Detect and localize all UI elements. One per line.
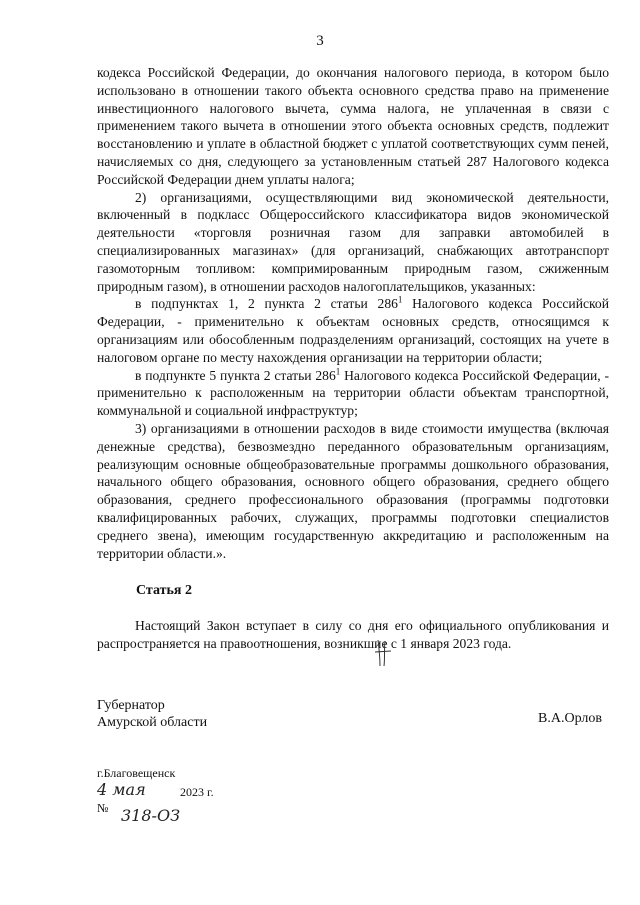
paragraph-item-2: 2) организациями, осуществляющими вид экономической деятельности, включенный в подкласс Общероссийского классификатора видов экономической деятельности «торговля розничная газом для заправки автомобилей в специализированных магазинах» (для организаций, снабжающих автотранспорт газомоторным топливом: компримированным природным газом, сжиженным природным газом), в отношении расходов налогоплательщиков, указанных: [97, 189, 609, 294]
subitem-2-text-rest: Налогового кодекса Российской Федерации, - применительно к расположенным на территории области объектам транспортной, коммунальной и социальной инфраструктур; [97, 367, 609, 419]
handwritten-date: 4 мая [97, 780, 146, 799]
governor-title-line2: Амурской области [97, 715, 208, 730]
law-text [97, 64, 609, 562]
law-number-line [97, 801, 297, 825]
signer-name: В.А.Орлов [538, 711, 602, 726]
handwritten-law-number: 318-ОЗ [121, 806, 181, 825]
paragraph-item-3: 3) организациями в отношении расходов в виде стоимости имущества (включая денежные средства), безвозмездно переданного образовательным организациям, реализующим основные общеобразовательные программы дошкольного образования, начального общего образования, основного общего образования, среднего общего образования, среднего профессионального образования (программы подготовки квалифицированных рабочих, служащих, программы подготовки специалистов среднего звена), имеющим государственную аккредитацию и расположенным на территории области.». [97, 420, 609, 561]
city: г.Благовещенск [97, 766, 176, 780]
paragraph-subitem-1 [97, 295, 609, 366]
paragraph-subitem-2 [97, 367, 609, 420]
subitem-1-text: в подпунктах 1, 2 пункта 2 статьи 286 [135, 296, 398, 312]
year: 2023 г. [180, 785, 214, 799]
number-sign: № [97, 801, 109, 815]
article-2-body [97, 617, 609, 653]
page-number: 3 [316, 33, 324, 49]
paragraph-continuation: кодекса Российской Федерации, до окончания налогового периода, в котором было использовано в отношении такого объекта основного средства право на применение инвестиционного налогового вычета, сумма налога, не уплаченная в связи с применением такого вычета в отношении этого объекта основных средств, подлежит восстановлению и уплате в областной бюджет с уплатой соответствующих сумм пеней, начисляемых со дня, следующего за установленным статьей 287 Налогового кодекса Российской Федерации днем уплаты налога; [97, 65, 609, 187]
subitem-1-text-rest: Налогового кодекса Российской Федерации, - применительно к объектам основных средств, относящимся к организациям или обособленным подразделениям организаций, состоящих на учете в налоговом органе по месту нахождения организации на территории области; [97, 296, 610, 365]
superscript: 1 [335, 366, 341, 377]
handwritten-signature-mark [372, 638, 394, 668]
governor-title-line1: Губернатор [97, 698, 165, 713]
superscript: 1 [397, 294, 403, 305]
subitem-2-text: в подпункте 5 пункта 2 статьи 286 [135, 367, 336, 383]
article-2-text: Настоящий Закон вступает в силу со дня его официального опубликования и распространяется на правоотношения, возникшие с 1 января 2023 года. [97, 618, 609, 651]
article-heading: Статья 2 [136, 583, 192, 598]
governor-title [97, 697, 207, 731]
date-line [97, 780, 297, 803]
